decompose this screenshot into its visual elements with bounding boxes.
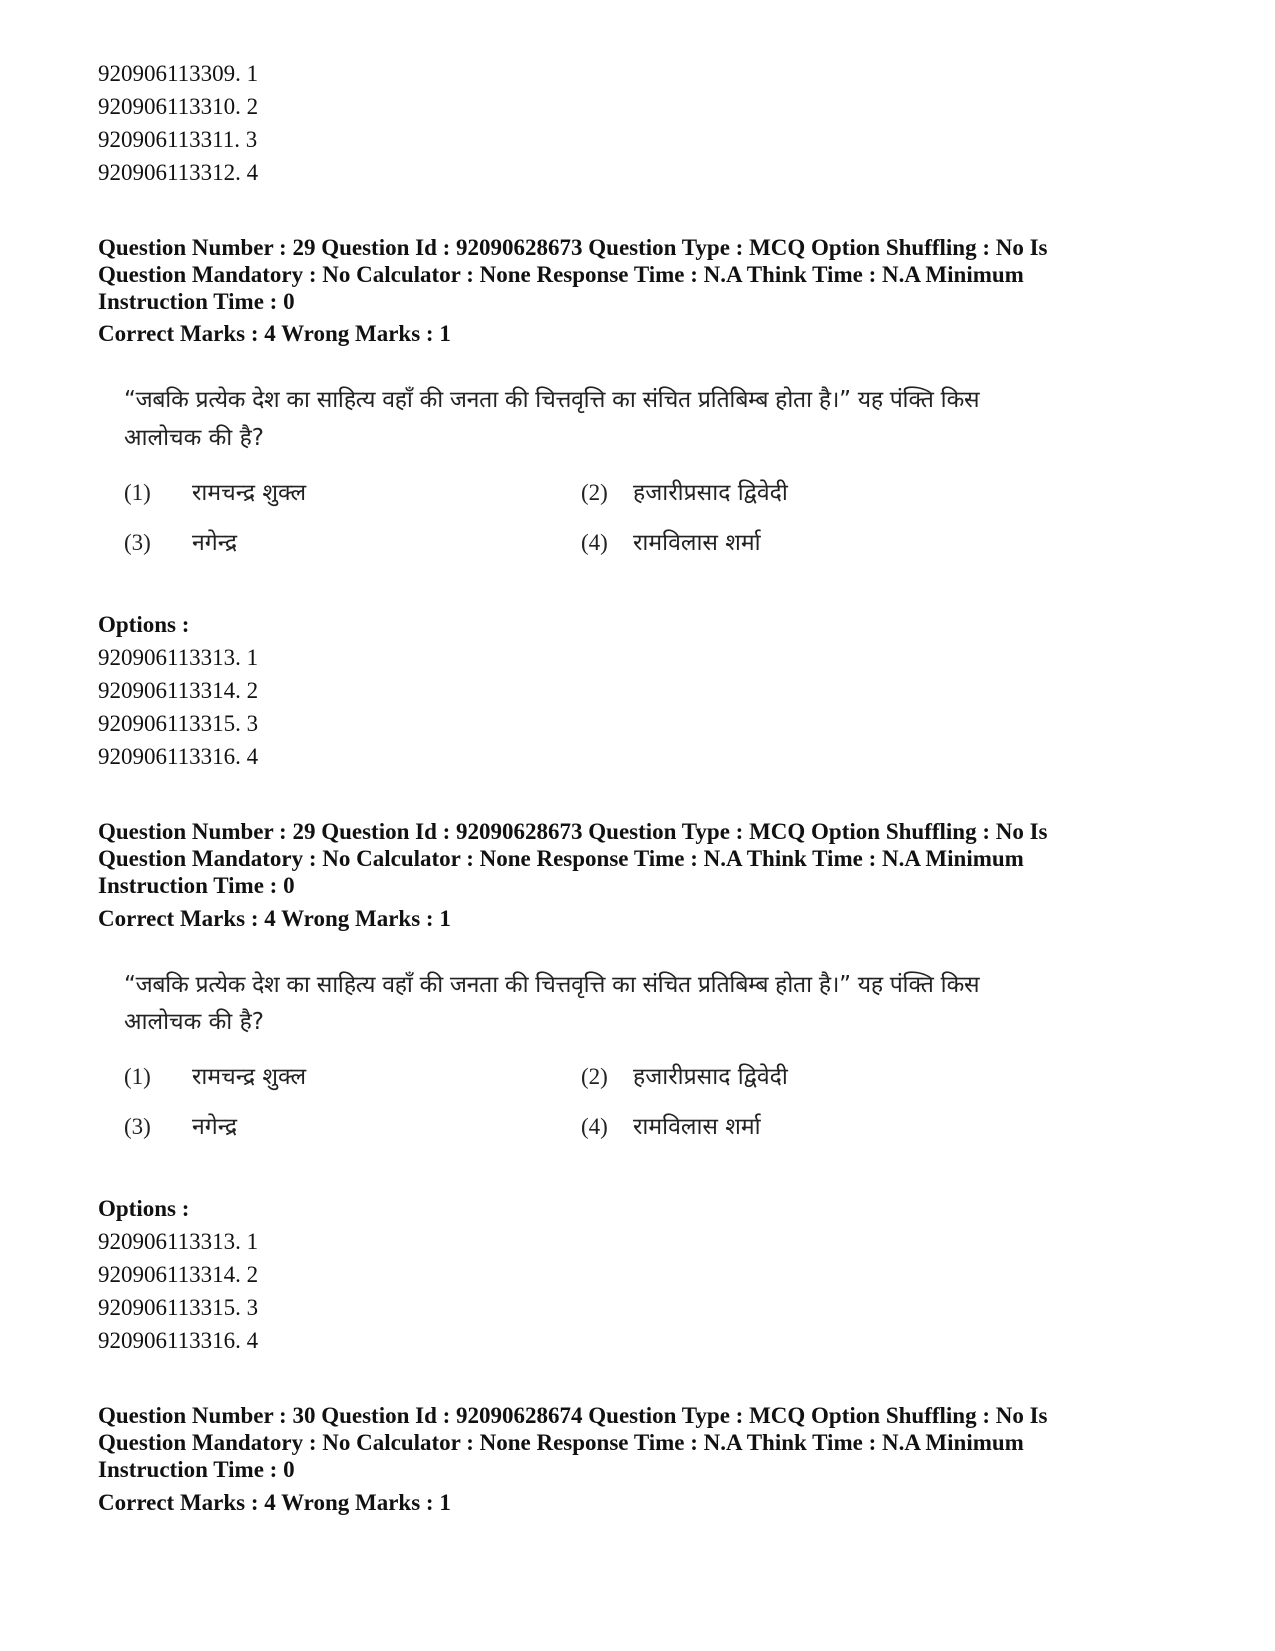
option-line: 920906113312. 4 [98,160,259,185]
option-line: 920906113309. 1 [98,61,259,86]
choice-number: (2) [581,1064,608,1089]
choice-number: (1) [124,480,151,505]
choice-text: नगेन्द्र [192,1114,238,1140]
option-line: 920906113315. 3 [98,1295,259,1320]
choice-number: (1) [124,1064,151,1089]
option-line: 920906113311. 3 [98,127,258,152]
question-text: आलोचक की है? [124,425,264,451]
question-text: आलोचक की है? [124,1009,264,1035]
option-line: 920906113315. 3 [98,711,259,736]
question-header-line: Question Mandatory : No Calculator : None Response Time : N.A Think Time : N.A Minimum [98,262,1024,287]
options-label: Options : [98,1196,190,1221]
question-header-line: Question Number : 29 Question Id : 92090628673 Question Type : MCQ Option Shuffling : No Is [98,819,1048,844]
question-header-line: Instruction Time : 0 [98,1457,295,1482]
option-line: 920906113314. 2 [98,678,259,703]
marks-line: Correct Marks : 4 Wrong Marks : 1 [98,321,451,346]
option-line: 920906113316. 4 [98,744,259,769]
choice-text: रामविलास शर्मा [633,530,761,556]
option-line: 920906113316. 4 [98,1328,259,1353]
option-line: 920906113310. 2 [98,94,259,119]
question-header-line: Question Number : 30 Question Id : 92090628674 Question Type : MCQ Option Shuffling : No Is [98,1403,1048,1428]
choice-text: नगेन्द्र [192,530,238,556]
marks-line: Correct Marks : 4 Wrong Marks : 1 [98,1490,451,1515]
choice-number: (4) [581,530,608,555]
choice-number: (2) [581,480,608,505]
question-header-line: Instruction Time : 0 [98,289,295,314]
choice-text: रामचन्द्र शुक्ल [192,480,307,506]
choice-number: (3) [124,1114,151,1139]
marks-line: Correct Marks : 4 Wrong Marks : 1 [98,906,451,931]
options-label: Options : [98,612,190,637]
choice-text: हजारीप्रसाद द्विवेदी [633,1064,788,1090]
question-header-line: Question Number : 29 Question Id : 92090628673 Question Type : MCQ Option Shuffling : No Is [98,235,1048,260]
choice-text: रामचन्द्र शुक्ल [192,1064,307,1090]
question-header-line: Question Mandatory : No Calculator : None Response Time : N.A Think Time : N.A Minimum [98,1430,1024,1455]
choice-number: (4) [581,1114,608,1139]
question-text: “जबकि प्रत्येक देश का साहित्य वहाँ की जनता की चित्तवृत्ति का संचित प्रतिबिम्ब होता है।” यह पंक्ति किस [124,972,980,998]
option-line: 920906113313. 1 [98,645,259,670]
question-text: “जबकि प्रत्येक देश का साहित्य वहाँ की जनता की चित्तवृत्ति का संचित प्रतिबिम्ब होता है।” यह पंक्ति किस [124,387,980,413]
choice-number: (3) [124,530,151,555]
choice-text: रामविलास शर्मा [633,1114,761,1140]
option-line: 920906113314. 2 [98,1262,259,1287]
option-line: 920906113313. 1 [98,1229,259,1254]
question-header-line: Question Mandatory : No Calculator : None Response Time : N.A Think Time : N.A Minimum [98,846,1024,871]
choice-text: हजारीप्रसाद द्विवेदी [633,480,788,506]
question-header-line: Instruction Time : 0 [98,873,295,898]
